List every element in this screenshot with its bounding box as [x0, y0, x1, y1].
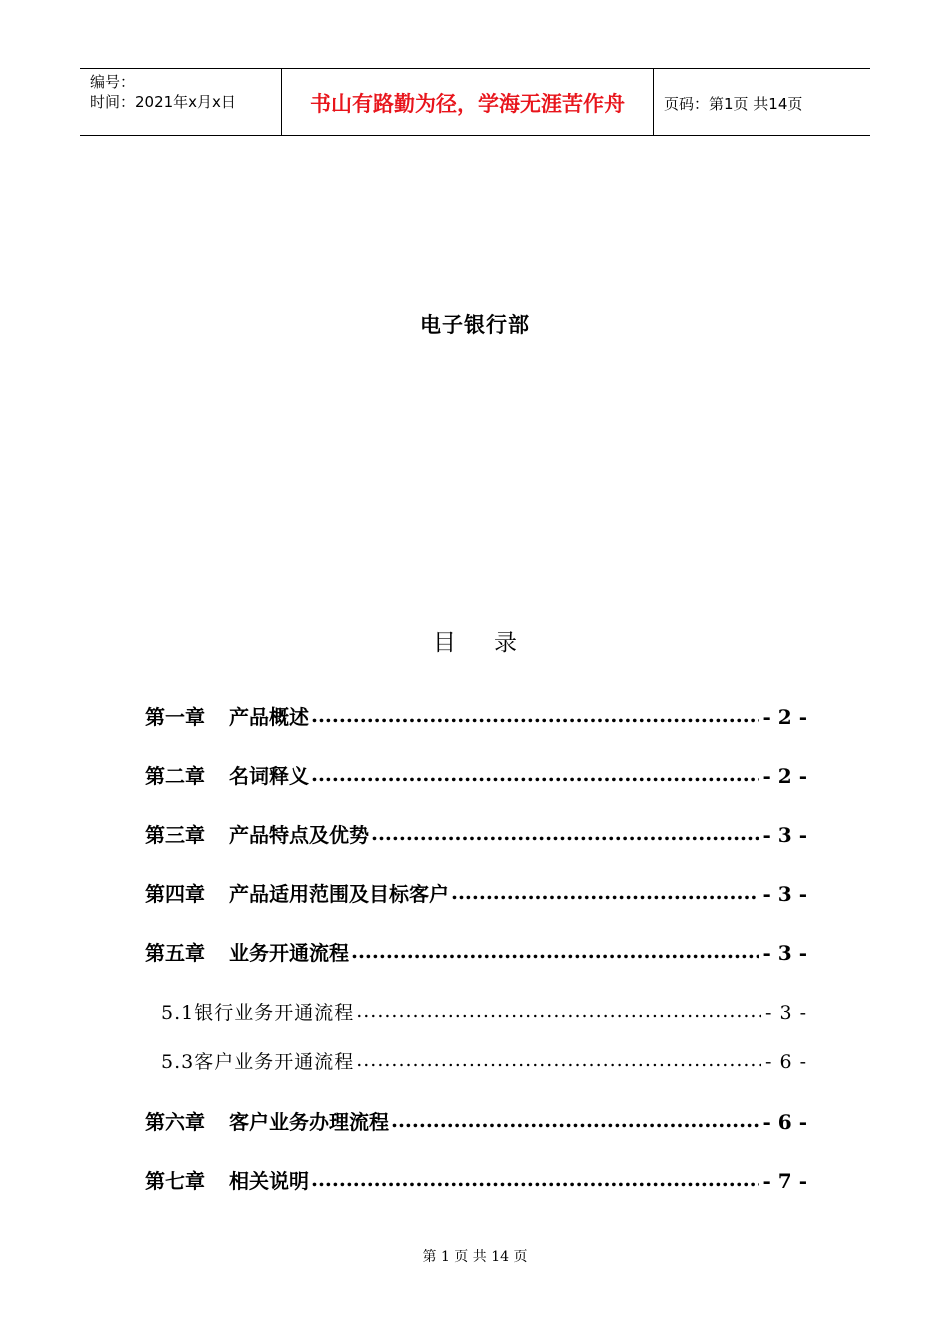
toc-leader-dots: [351, 940, 759, 960]
toc-entry-chapter-1[interactable]: [145, 701, 807, 730]
motto-text: 书山有路勤为径，学海无涯苦作舟: [310, 91, 625, 116]
toc-entry-page: - 6 -: [764, 1051, 807, 1073]
toc-entry-title: 客户业务办理流程: [229, 1110, 389, 1134]
toc-entry-title: 业务开通流程: [229, 941, 349, 965]
toc-leader-dots: [391, 1109, 759, 1129]
toc-entry-title: 名词释义: [229, 764, 309, 788]
toc-entry-title: 产品适用范围及目标客户: [229, 882, 449, 906]
serial-label: 编号：: [90, 73, 136, 91]
toc-entry-number: 第五章: [145, 941, 205, 965]
toc-entry-chapter-2[interactable]: [145, 760, 807, 789]
toc-entry-page: - 7 -: [762, 1169, 807, 1193]
toc-entry-number: 第一章: [145, 705, 205, 729]
toc-entry-section-5-3[interactable]: [145, 1047, 807, 1074]
toc-entry-page: - 3 -: [764, 1002, 807, 1024]
toc-entry-chapter-4[interactable]: [145, 878, 807, 907]
toc-title-char: 目: [433, 630, 456, 656]
toc-leader-dots: [356, 1049, 761, 1068]
toc-entry-page: - 3 -: [762, 823, 807, 847]
toc-entry-chapter-6[interactable]: [145, 1106, 807, 1135]
toc-entry-number: 第六章: [145, 1110, 205, 1134]
toc-entry-page: - 6 -: [762, 1110, 807, 1134]
toc-entry-section-5-1[interactable]: [145, 998, 807, 1025]
toc-entry-page: - 3 -: [762, 941, 807, 965]
toc-entry-title: 产品概述: [229, 705, 309, 729]
toc-title-char: 录: [494, 630, 517, 656]
toc-leader-dots: [311, 763, 759, 783]
toc-leader-dots: [356, 1000, 761, 1019]
toc-entry-chapter-5[interactable]: [145, 937, 807, 966]
toc-entry-chapter-3[interactable]: [145, 819, 807, 848]
toc-entry-number: 第七章: [145, 1169, 205, 1193]
toc-entry-chapter-7[interactable]: [145, 1165, 807, 1194]
header-page-info: 页码：第1页 共14页: [664, 94, 803, 113]
toc-entry-page: - 2 -: [762, 764, 807, 788]
toc-leader-dots: [311, 704, 759, 724]
toc-entry-title: 产品特点及优势: [229, 823, 369, 847]
toc-entry-page: - 2 -: [762, 705, 807, 729]
toc-leader-dots: [371, 822, 759, 842]
toc-leader-dots: [311, 1168, 759, 1188]
toc-entry-title: 相关说明: [229, 1169, 309, 1193]
toc-entry-number: 第四章: [145, 882, 205, 906]
toc-entry-number: 第三章: [145, 823, 205, 847]
table-of-contents: [145, 0, 807, 1344]
toc-entry-number: 第二章: [145, 764, 205, 788]
page-footer: 第 1 页 共 14 页: [422, 1249, 528, 1265]
toc-leader-dots: [451, 881, 759, 901]
toc-entry-page: - 3 -: [762, 882, 807, 906]
toc-entry-title: 5.1银行业务开通流程: [161, 1002, 355, 1024]
date-label: 时间：2021年x月x日: [90, 93, 236, 111]
org-title: 电子银行部: [420, 312, 530, 337]
toc-entry-title: 5.3客户业务开通流程: [161, 1051, 355, 1073]
